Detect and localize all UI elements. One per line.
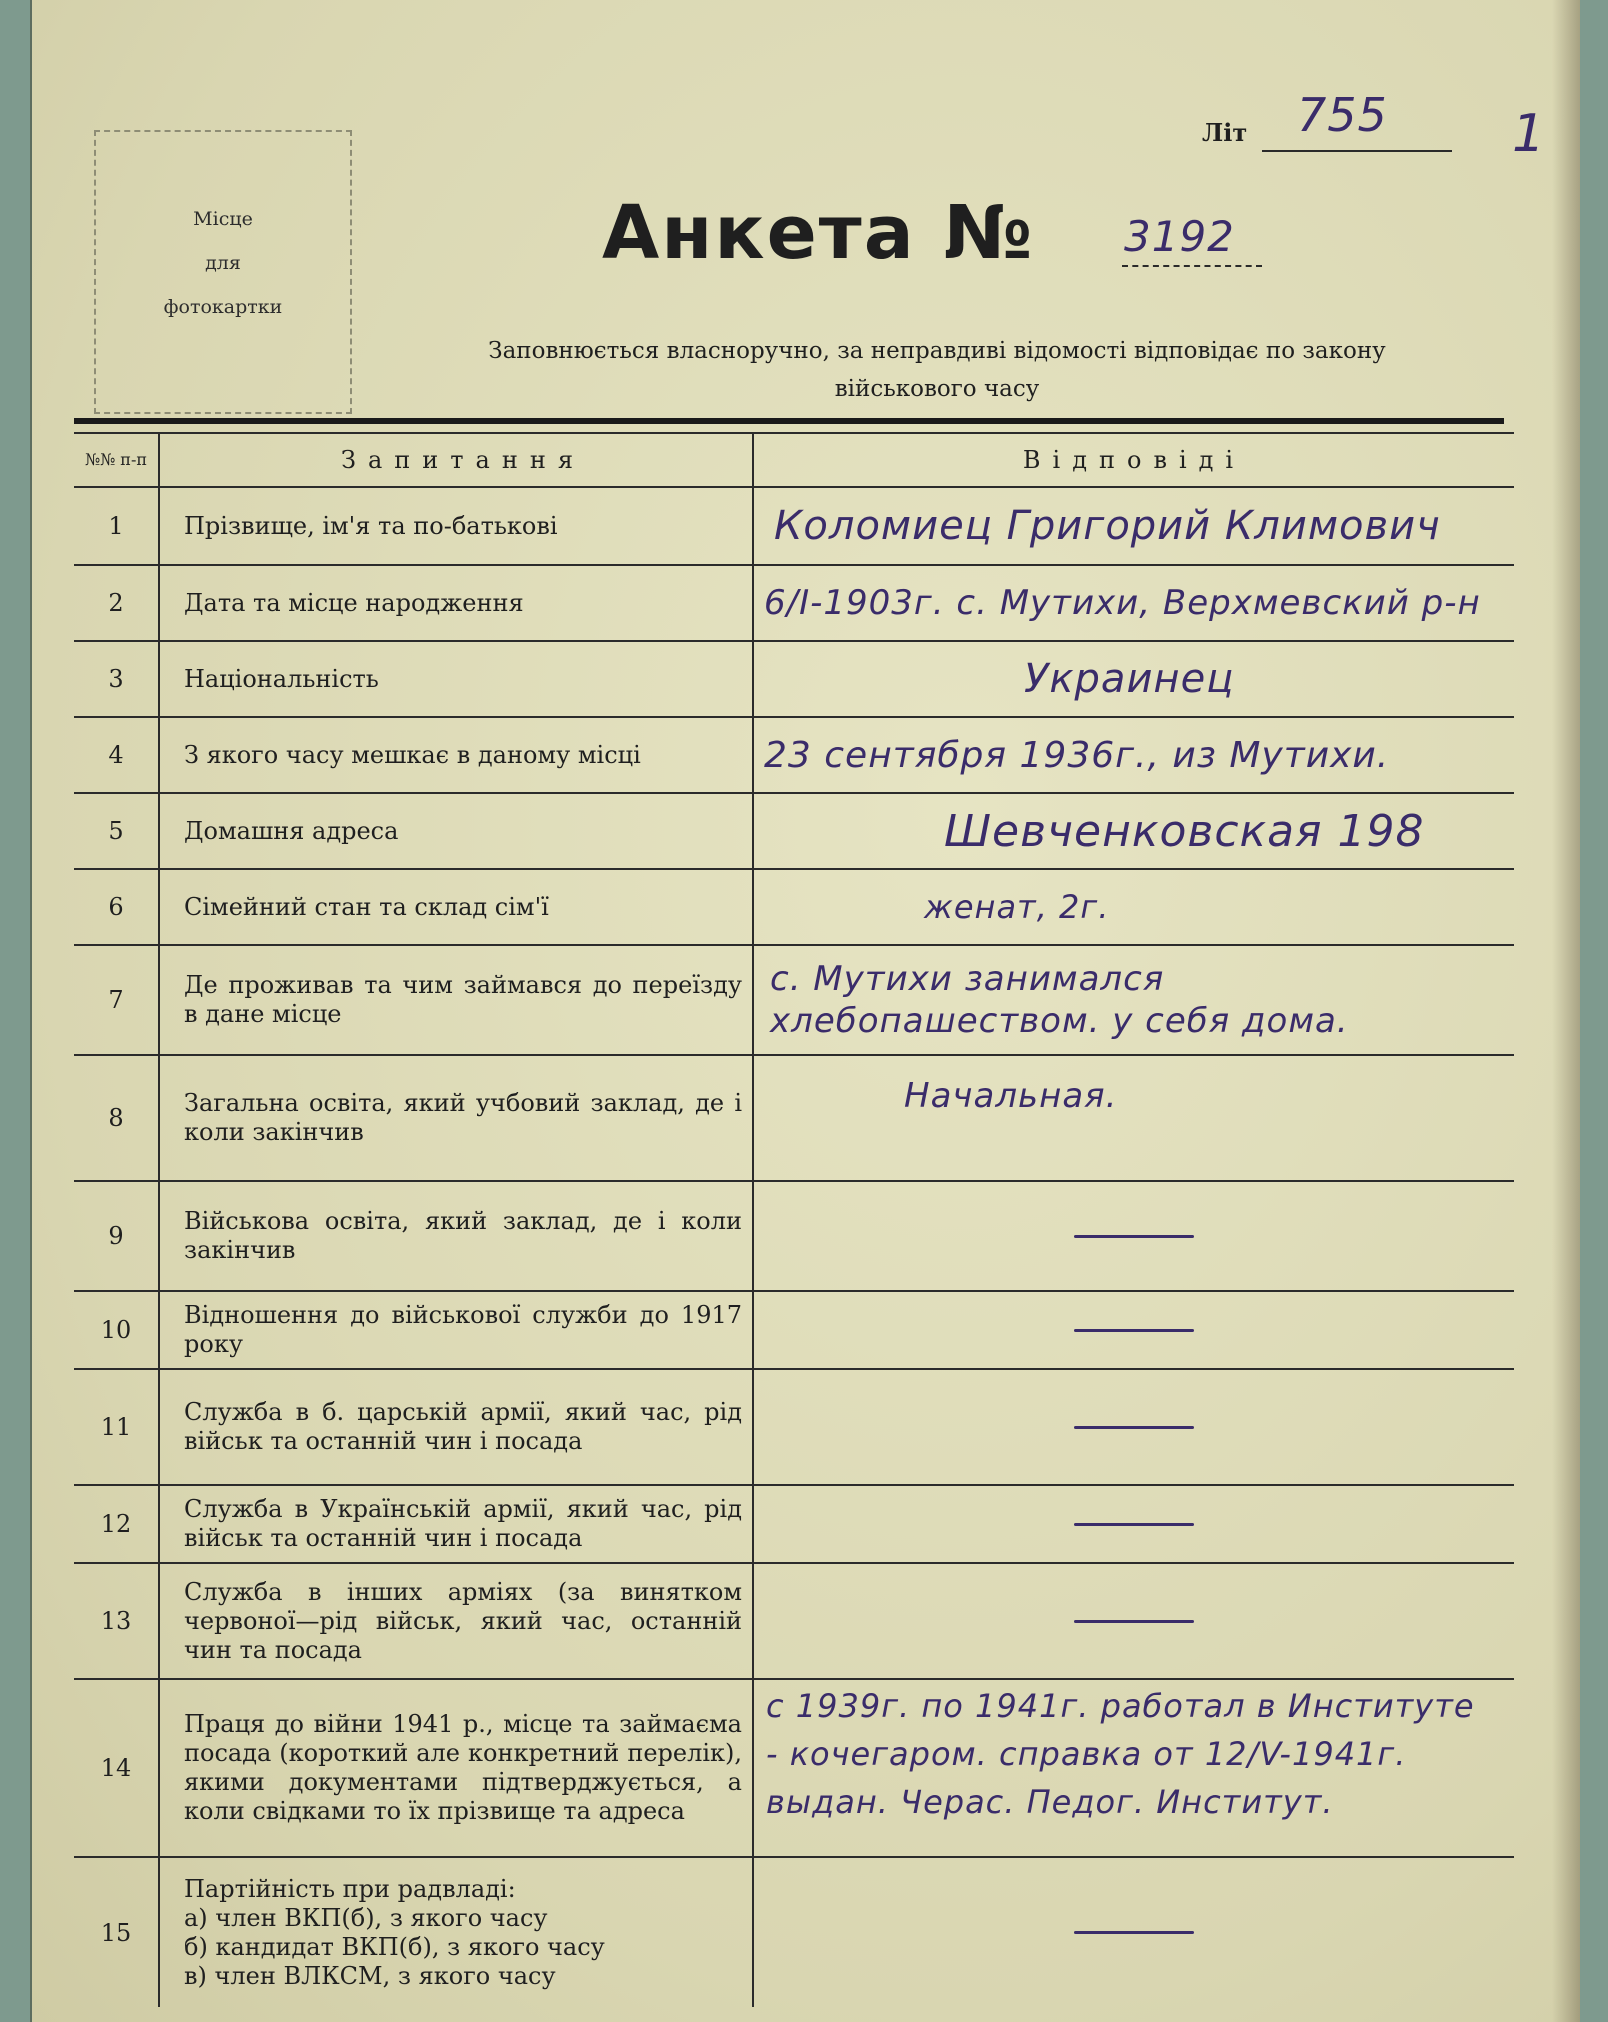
row-number: 1 [74,487,159,565]
answer-text: с 1939г. по 1941г. работал в Институте - кочегаром. справка от 12/V-1941г. выдан. Черас. Педог. Институт. [766,1687,1475,1821]
answer-text: женат, 2г. [924,888,1110,926]
row-question: З якого часу мешкає в даному місці [159,717,753,793]
row-answer [753,1485,1514,1563]
row-answer [753,869,1514,945]
row-question: Домашня адреса [159,793,753,869]
row-number: 8 [74,1055,159,1181]
row-question: Партійність при радвладі: а) член ВКП(б), з якого часу б) кандидат ВКП(б), з якого часу в) член ВЛКСМ, з якого часу [159,1857,753,2007]
table-row [74,565,1514,641]
subtitle-line-1: Заповнюється власноручно, за неправдиві відомості відповідає по закону [488,338,1386,364]
row-answer [753,717,1514,793]
row-answer [753,1857,1514,2007]
photo-label-2: для [205,252,241,274]
col-header-question: Запитання [159,433,753,487]
row-answer [753,793,1514,869]
row-answer [753,1563,1514,1679]
table-row [74,487,1514,565]
row-question: Військова освіта, який заклад, де і коли закінчив [159,1181,753,1291]
row-answer [753,565,1514,641]
row-number: 15 [74,1857,159,2007]
table-row [74,1857,1514,2007]
answer-text: Начальная. [904,1076,1118,1116]
subtitle [372,332,1502,408]
answer-dash [1074,1523,1194,1526]
answer-dash [1074,1620,1194,1623]
row-number: 14 [74,1679,159,1857]
table-row [74,793,1514,869]
row-question: Служба в Українській армії, який час, рід військ та останній чин і посада [159,1485,753,1563]
answer-text: Шевченковская 198 [944,805,1425,857]
form-paper [30,0,1580,2022]
subtitle-line-2: військового часу [834,376,1040,402]
row-number: 7 [74,945,159,1055]
table-row [74,1563,1514,1679]
photo-label-3: фотокартки [163,296,283,318]
row-number: 13 [74,1563,159,1679]
row-question: Праця до війни 1941 р., місце та займаєма посада (короткий але конкретний перелік), якими документами підтверджується, а коли свідками то їх прізвище та адреса [159,1679,753,1857]
col-header-number: №№ п-п [74,433,159,487]
row-number: 4 [74,717,159,793]
table-row [74,717,1514,793]
row-answer [753,487,1514,565]
row-number: 2 [74,565,159,641]
row-number: 9 [74,1181,159,1291]
row-answer [753,1679,1514,1857]
row-answer [753,1055,1514,1181]
row-question: Національність [159,641,753,717]
row-question: Служба в б. царській армії, який час, рід військ та останній чин і посада [159,1369,753,1485]
table-row [74,1055,1514,1181]
photo-label-1: Місце [193,208,253,230]
answer-dash [1074,1329,1194,1332]
page-title: Анкета № [602,190,1035,276]
table-header-row [74,433,1514,487]
lit-label: Літ [1202,118,1248,147]
col-header-answer: Відповіді [753,433,1514,487]
answer-text: с. Мутихи занимался хлебопашеством. у себя дома. [770,959,1349,1041]
row-question: Загальна освіта, який учбовий заклад, де і коли закінчив [159,1055,753,1181]
row-number: 3 [74,641,159,717]
answer-text: 23 сентября 1936г., из Мутихи. [764,734,1390,776]
row-number: 6 [74,869,159,945]
row-question: Де проживав та чим займався до переїзду в дане місце [159,945,753,1055]
lit-value: 755 [1297,88,1388,142]
table-row [74,1291,1514,1369]
table-row [74,945,1514,1055]
row-question: Дата та місце народження [159,565,753,641]
row-number: 5 [74,793,159,869]
row-question: Прізвище, ім'я та по-батькові [159,487,753,565]
row-question: Сімейний стан та склад сім'ї [159,869,753,945]
answer-text: 6/I-1903г. с. Мутихи, Верхмевский р-н [764,583,1481,623]
header-rule [74,418,1504,424]
row-answer [753,1291,1514,1369]
photo-placeholder [94,130,352,414]
table-row [74,869,1514,945]
row-number: 11 [74,1369,159,1485]
form-number: 3192 [1124,212,1235,261]
table-row [74,1485,1514,1563]
row-answer [753,945,1514,1055]
row-number: 10 [74,1291,159,1369]
page-number: 1 [1512,104,1547,164]
row-answer [753,1181,1514,1291]
row-number: 12 [74,1485,159,1563]
lit-underline [1262,150,1452,152]
table-row [74,1181,1514,1291]
row-answer [753,641,1514,717]
answer-text: Коломиец Григорий Климович [774,503,1441,549]
questionnaire-table [74,432,1514,2007]
answer-dash [1074,1931,1194,1934]
answer-dash [1074,1235,1194,1238]
row-question: Служба в інших арміях (за винятком червоної—рід військ, який час, останній чин та посада [159,1563,753,1679]
row-answer [753,1369,1514,1485]
row-question: Відношення до військової служби до 1917 року [159,1291,753,1369]
table-row [74,1679,1514,1857]
paper-edge [1552,0,1580,2022]
answer-text: Украинец [1024,656,1235,702]
answer-dash [1074,1426,1194,1429]
table-row [74,641,1514,717]
table-row [74,1369,1514,1485]
form-number-underline [1122,265,1262,267]
